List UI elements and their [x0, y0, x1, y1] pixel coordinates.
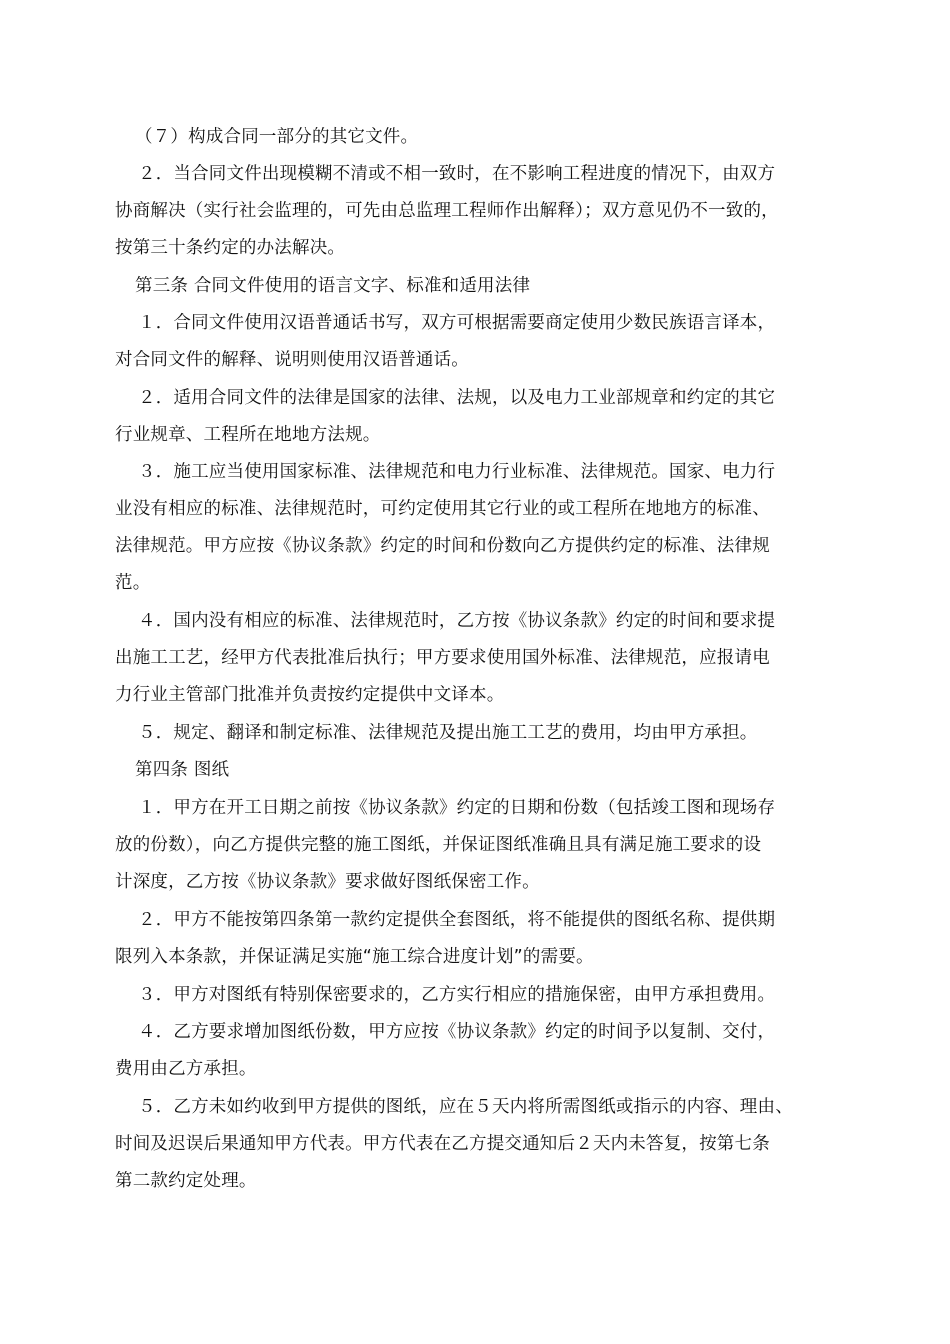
text-line: 范。	[115, 573, 151, 593]
text-line: 第二款约定处理。	[115, 1171, 257, 1191]
text-line: ３．施工应当使用国家标准、法律规范和电力行业标准、法律规范。国家、电力行	[138, 462, 776, 482]
text-line: ４．国内没有相应的标准、法律规范时，乙方按《协议条款》约定的时间和要求提	[138, 611, 776, 631]
section-heading: 第三条 合同文件使用的语言文字、标准和适用法律	[135, 276, 531, 296]
text-line: 力行业主管部门批准并负责按约定提供中文译本。	[115, 685, 505, 705]
text-line: 限列入本条款，并保证满足实施“施工综合进度计划”的需要。	[115, 947, 594, 967]
section-heading: 第四条 图纸	[135, 760, 230, 780]
text-line: ２．甲方不能按第四条第一款约定提供全套图纸，将不能提供的图纸名称、提供期	[138, 910, 776, 930]
text-line: １．甲方在开工日期之前按《协议条款》约定的日期和份数（包括竣工图和现场存	[138, 798, 776, 818]
text-line: ２．适用合同文件的法律是国家的法律、法规，以及电力工业部规章和约定的其它	[138, 388, 776, 408]
text-line: 法律规范。甲方应按《协议条款》约定的时间和份数向乙方提供约定的标准、法律规	[115, 536, 770, 556]
text-line: 放的份数），向乙方提供完整的施工图纸，并保证图纸准确且具有满足施工要求的设	[115, 835, 762, 855]
text-line: 行业规章、工程所在地地方法规。	[115, 425, 381, 445]
text-line: ３．甲方对图纸有特别保密要求的，乙方实行相应的措施保密，由甲方承担费用。	[138, 985, 776, 1005]
text-line: 计深度，乙方按《协议条款》要求做好图纸保密工作。	[115, 872, 540, 892]
text-line: 业没有相应的标准、法律规范时，可约定使用其它行业的或工程所在地地方的标准、	[115, 499, 770, 519]
text-line: 出施工工艺，经甲方代表批准后执行；甲方要求使用国外标准、法律规范，应报请电	[115, 648, 770, 668]
text-line: ４．乙方要求增加图纸份数，甲方应按《协议条款》约定的时间予以复制、交付，	[138, 1022, 776, 1042]
text-line: 按第三十条约定的办法解决。	[115, 238, 346, 258]
text-line: 费用由乙方承担。	[115, 1059, 257, 1079]
text-line: 协商解决（实行社会监理的，可先由总监理工程师作出解释）；双方意见仍不一致的，	[115, 201, 779, 221]
text-line: 对合同文件的解释、说明则使用汉语普通话。	[115, 350, 469, 370]
text-line: ５．规定、翻译和制定标准、法律规范及提出施工工艺的费用，均由甲方承担。	[138, 723, 758, 743]
text-line: ５．乙方未如约收到甲方提供的图纸，应在５天内将所需图纸或指示的内容、理由、	[138, 1097, 793, 1117]
text-line: ２．当合同文件出现模糊不清或不相一致时，在不影响工程进度的情况下，由双方	[138, 164, 776, 184]
text-line: 时间及迟误后果通知甲方代表。甲方代表在乙方提交通知后２天内未答复，按第七条	[115, 1134, 770, 1154]
text-line: （７）构成合同一部分的其它文件。	[135, 127, 419, 147]
text-line: １．合同文件使用汉语普通话书写，双方可根据需要商定使用少数民族语言译本，	[138, 313, 776, 333]
